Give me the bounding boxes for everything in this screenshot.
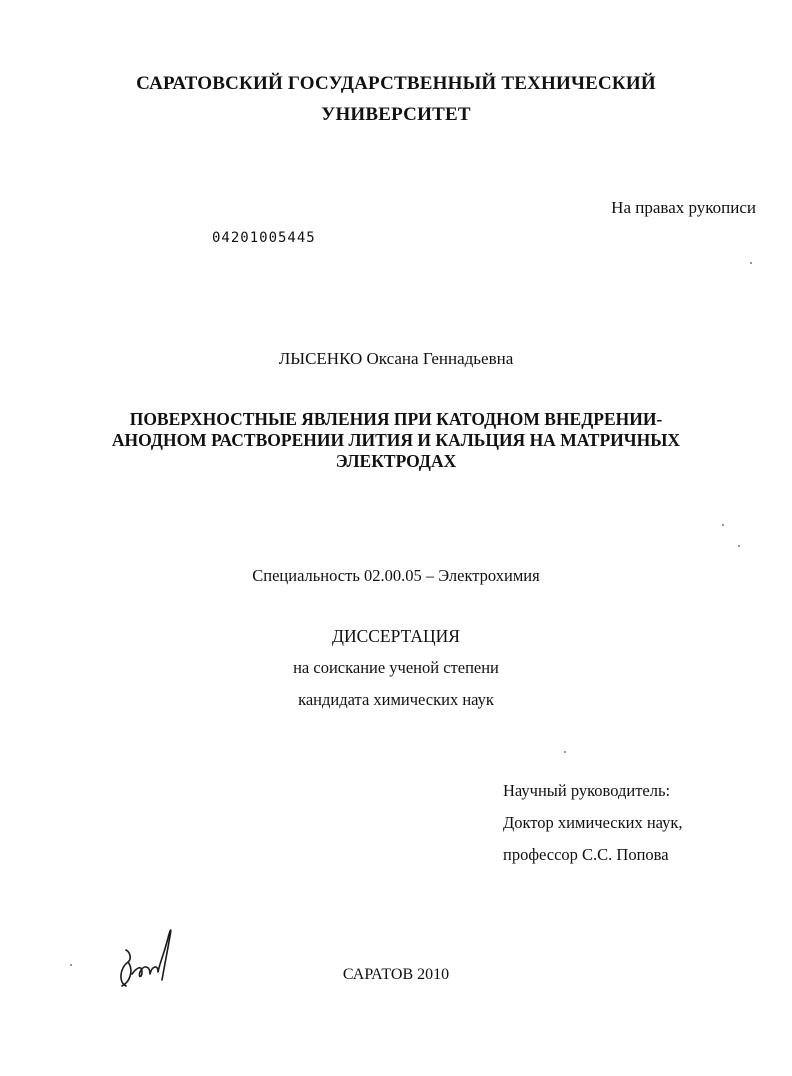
scan-speck <box>70 964 72 966</box>
advisor-heading: Научный руководитель: <box>503 781 671 800</box>
title-line2: АНОДНОМ РАСТВОРЕНИИ ЛИТИЯ И КАЛЬЦИЯ НА МАТРИЧНЫХ <box>111 430 681 450</box>
dissertation-title <box>0 409 792 472</box>
author-name: ЛЫСЕНКО Оксана Геннадьевна <box>278 349 514 368</box>
scan-speck <box>722 524 724 526</box>
scan-speck <box>738 545 740 547</box>
dissertation-label: ДИССЕРТАЦИЯ <box>332 626 460 646</box>
city-year: САРАТОВ 2010 <box>342 966 450 983</box>
title-line1: ПОВЕРХНОСТНЫЕ ЯВЛЕНИЯ ПРИ КАТОДНОМ ВНЕДРЕНИИ- <box>129 409 663 429</box>
advisor-degree: Доктор химических наук, <box>503 813 683 832</box>
university-name-line2: УНИВЕРСИТЕТ <box>321 104 471 125</box>
rights-notice: На правах рукописи <box>611 198 756 217</box>
title-line3: ЭЛЕКТРОДАХ <box>335 451 457 471</box>
advisor-name: профессор С.С. Попова <box>503 845 669 864</box>
degree-purpose-line2: кандидата химических наук <box>298 690 494 709</box>
specialty: Специальность 02.00.05 – Электрохимия <box>252 566 540 585</box>
scan-speck <box>564 751 566 753</box>
catalog-code: 04201005445 <box>212 230 316 246</box>
degree-purpose-line1: на соискание ученой степени <box>293 658 499 677</box>
scan-speck <box>750 262 752 264</box>
university-name-line1: САРАТОВСКИЙ ГОСУДАРСТВЕННЫЙ ТЕХНИЧЕСКИЙ <box>136 73 656 94</box>
